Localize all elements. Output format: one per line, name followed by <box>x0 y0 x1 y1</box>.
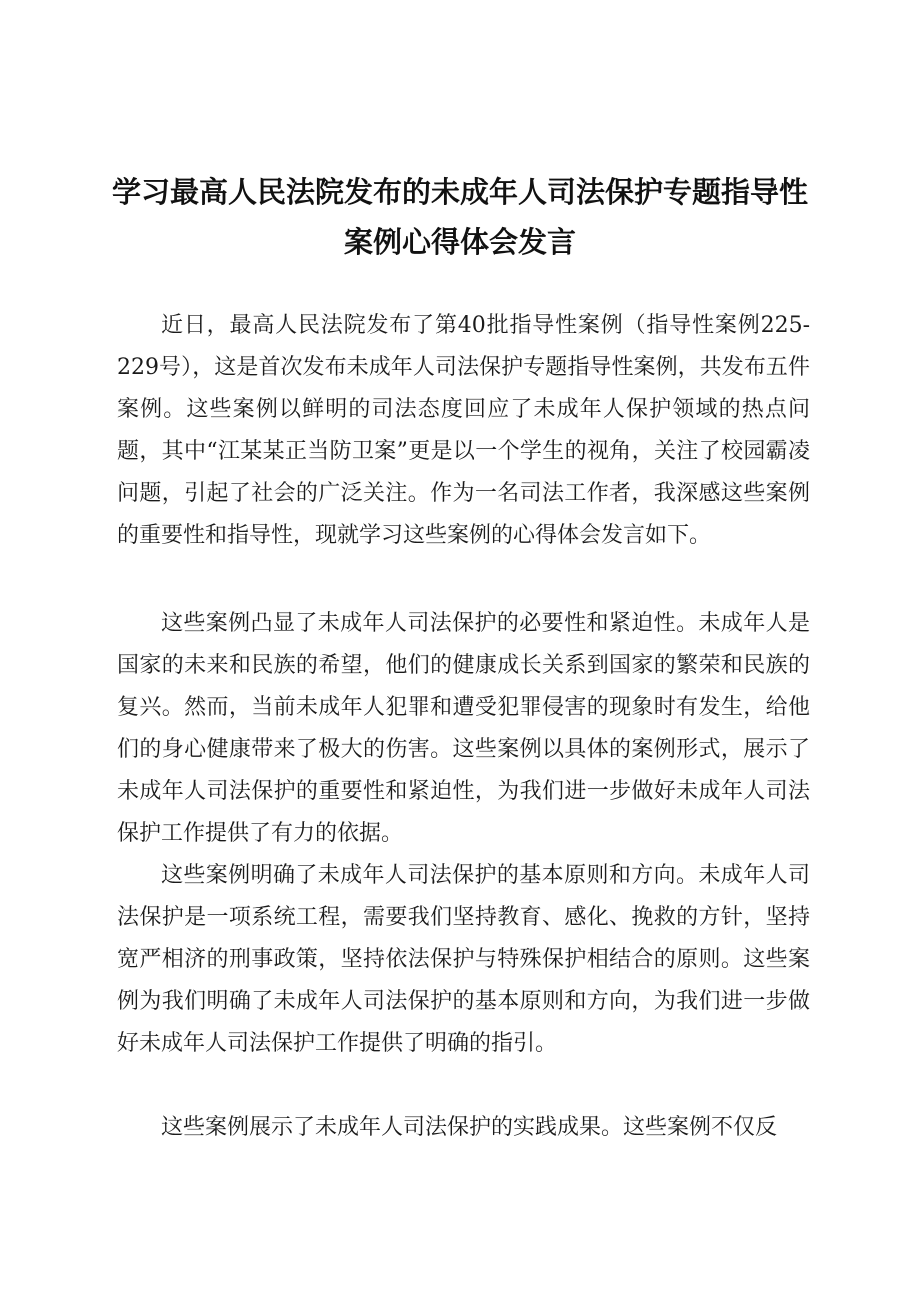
document-title-line-1: 学习最高人民法院发布的未成年人司法保护专题指导性 <box>111 175 808 209</box>
document-title-line-2: 案例心得体会发言 <box>343 225 576 259</box>
body-paragraph-4: 这些案例展示了未成年人司法保护的实践成果。这些案例不仅反 <box>161 1115 778 1140</box>
body-paragraph-3: 这些案例明确了未成年人司法保护的基本原则和方向。未成年人司法保护是一项系统工程，需要我们坚持教育、感化、挽救的方针，坚持宽严相济的刑事政策，坚持依法保护与特殊保护相结合的原则。这些案例为我们明确了未成年人司法保护的基本原则和方向，为我们进一步做好未成年人司法保护工作提供了明确的指引。 <box>117 863 810 1056</box>
body-paragraph-2: 这些案例凸显了未成年人司法保护的必要性和紧迫性。未成年人是国家的未来和民族的希望，他们的健康成长关系到国家的繁荣和民族的复兴。然而，当前未成年人犯罪和遭受犯罪侵害的现象时有发生，给他们的身心健康带来了极大的伤害。这些案例以具体的案例形式，展示了未成年人司法保护的重要性和紧迫性，为我们进一步做好未成年人司法保护工作提供了有力的依据。 <box>117 611 810 846</box>
body-paragraph-1: 近日，最高人民法院发布了第40批指导性案例（指导性案例225-229号），这是首次发布未成年人司法保护专题指导性案例，共发布五件案例。这些案例以鲜明的司法态度回应了未成年人保护领域的热点问题，其中“江某某正当防卫案”更是以一个学生的视角，关注了校园霸凌问题，引起了社会的广泛关注。作为一名司法工作者，我深感这些案例的重要性和指导性，现就学习这些案例的心得体会发言如下。 <box>117 313 810 548</box>
